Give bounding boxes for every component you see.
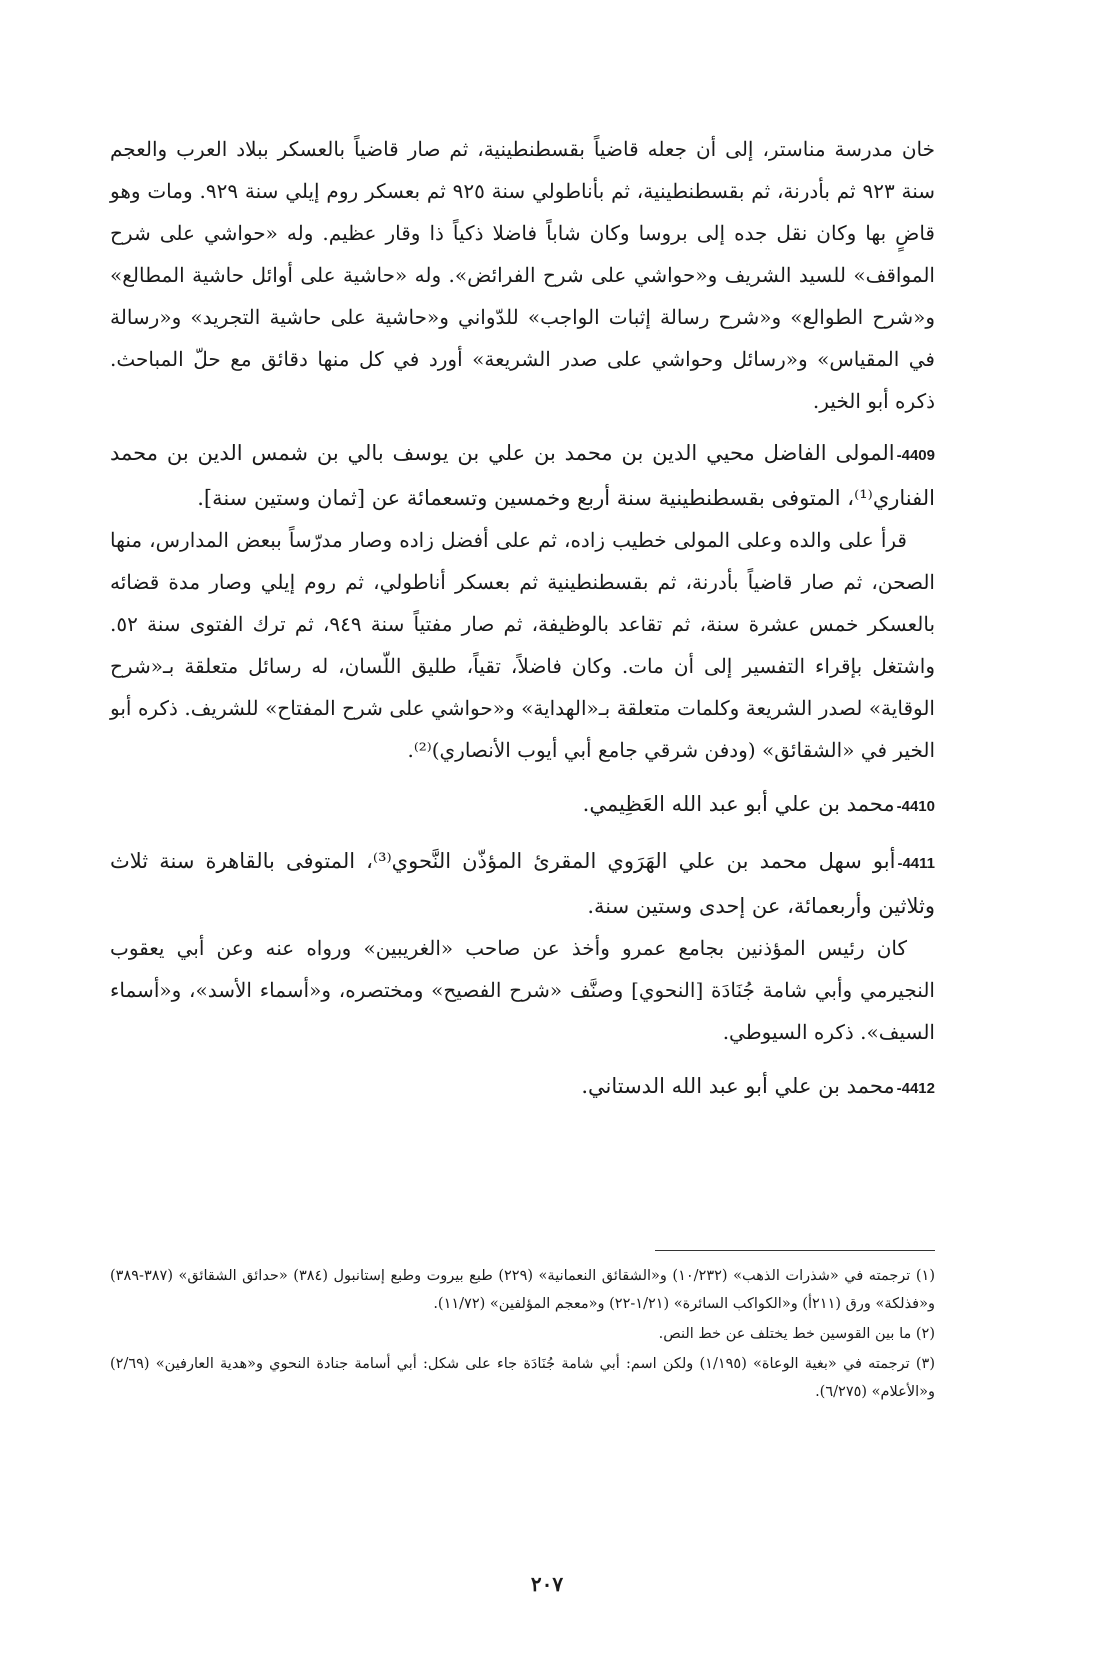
entry-title: محمد بن علي أبو عبد الله الدستاني. <box>581 1074 895 1098</box>
entry-4410 <box>110 783 935 828</box>
entry-number: 4409- <box>896 447 935 464</box>
intro-paragraph: خان مدرسة مناستر، إلى أن جعله قاضياً بقسطنطينية، ثم صار قاضياً بالعسكر ببلاد العرب والعجم سنة ٩٢٣ ثم بأدرنة، ثم بقسطنطينية، ثم بأناطولي سنة ٩٢٥ ثم بعسكر روم إيلي سنة ٩٢٩. ومات وهو قاضٍ بها وكان نقل جده إلى بروسا وكان شاباً فاضلا ذكياً ذا وقار عظيم. وله «حواشي على شرح المواقف» للسيد الشريف و«حواشي على شرح الفرائض». وله «حاشية على أوائل حاشية المطالع» و«شرح الطوالع» و«شرح رسالة إثبات الواجب» للدّواني و«حاشية على حاشية التجريد» و«رسالة في المقياس» و«رسائل وحواشي على صدر الشريعة» أورد في كل منها دقائق مع حلّ المباحث. ذكره أبو الخير. <box>110 137 936 413</box>
footnotes <box>110 1262 935 1408</box>
entry-number: 4411- <box>897 855 935 872</box>
entry-body: كان رئيس المؤذنين بجامع عمرو وأخذ عن صاحب «الغريبين» ورواه عنه وعن أبي يعقوب النجيرمي وأبي شامة جُنَادَة [النحوي] وصنَّف «شرح الفصيح» ومختصره، و«أسماء الأسد»، و«أسماء السيف». ذكره السيوطي. <box>110 936 935 1044</box>
entry-heading <box>110 432 935 519</box>
entry-title: أبو سهل محمد بن علي الهَرَوي المقرئ المؤذّن النَّحوي⁽³⁾، المتوفى بالقاهرة سنة ثلاث وثلاثين وأربعمائة، عن إحدى وستين سنة. <box>110 849 935 918</box>
entry-body: قرأ على والده وعلى المولى خطيب زاده، ثم على أفضل زاده وصار مدرّساً ببعض المدارس، منها الصحن، ثم صار قاضياً بأدرنة، ثم بقسطنطينية ثم بعسكر أناطولي، ثم روم إيلي وصار مدة قضائه بالعسكر خمس عشرة سنة، ثم تقاعد بالوظيفة، ثم صار مفتياً سنة ٩٤٩، ثم ترك الفتوى سنة ٥٢. واشتغل بإقراء التفسير إلى أن مات. وكان فاضلاً، تقياً، طليق اللّسان، له رسائل متعلقة بـ«شرح الوقاية» لصدر الشريعة وكلمات متعلقة بـ«الهداية» و«حواشي على شرح المفتاح» للشريف. ذكره أبو الخير في «الشقائق» (ودفن شرقي جامع أبي أيوب الأنصاري)⁽²⁾. <box>110 528 936 762</box>
entry-4409 <box>110 432 935 771</box>
footnote-2: (٢) ما بين القوسين خط يختلف عن خط النص. <box>658 1326 935 1342</box>
page-number: ٢٠٧ <box>530 1572 564 1596</box>
footnote-1: (١) ترجمته في «شذرات الذهب» (١٠/٢٣٢) و«الشقائق النعمانية» (٢٢٩) طبع بيروت وطبع إستانبول (٣٨٤) «حدائق الشقائق» (٣٨٧-٣٨٩) و«فذلكة» ورق (٢١١أ) و«الكواكب السائرة» (١/٢١-٢٢) و«معجم المؤلفين» (١١/٧٢). <box>110 1268 935 1312</box>
entry-title: محمد بن علي أبو عبد الله العَظِيمي. <box>582 792 895 816</box>
entry-number: 4410- <box>896 798 935 815</box>
main-text <box>110 128 935 1122</box>
footnote-divider <box>655 1250 935 1251</box>
entry-4412 <box>110 1065 935 1110</box>
entry-title: المولى الفاضل محيي الدين بن محمد بن علي بن يوسف بالي بن شمس الدين بن محمد الفناري⁽¹⁾، المتوفى بقسطنطينية سنة أربع وخمسين وتسعمائة عن [ثمان وستين سنة]. <box>110 441 935 510</box>
entry-number: 4412- <box>896 1080 935 1097</box>
entry-4411 <box>110 840 935 1053</box>
footnote-3: (٣) ترجمته في «بغية الوعاة» (١/١٩٥) ولكن اسم: أبي شامة جُنَادَة جاء على شكل: أبي أسامة جنادة النحوي و«هدية العارفين» (٢/٦٩) و«الأعلام» (٦/٢٧٥). <box>110 1356 935 1400</box>
entry-heading <box>110 1065 935 1110</box>
entry-heading <box>110 783 935 828</box>
entry-heading <box>110 840 935 927</box>
